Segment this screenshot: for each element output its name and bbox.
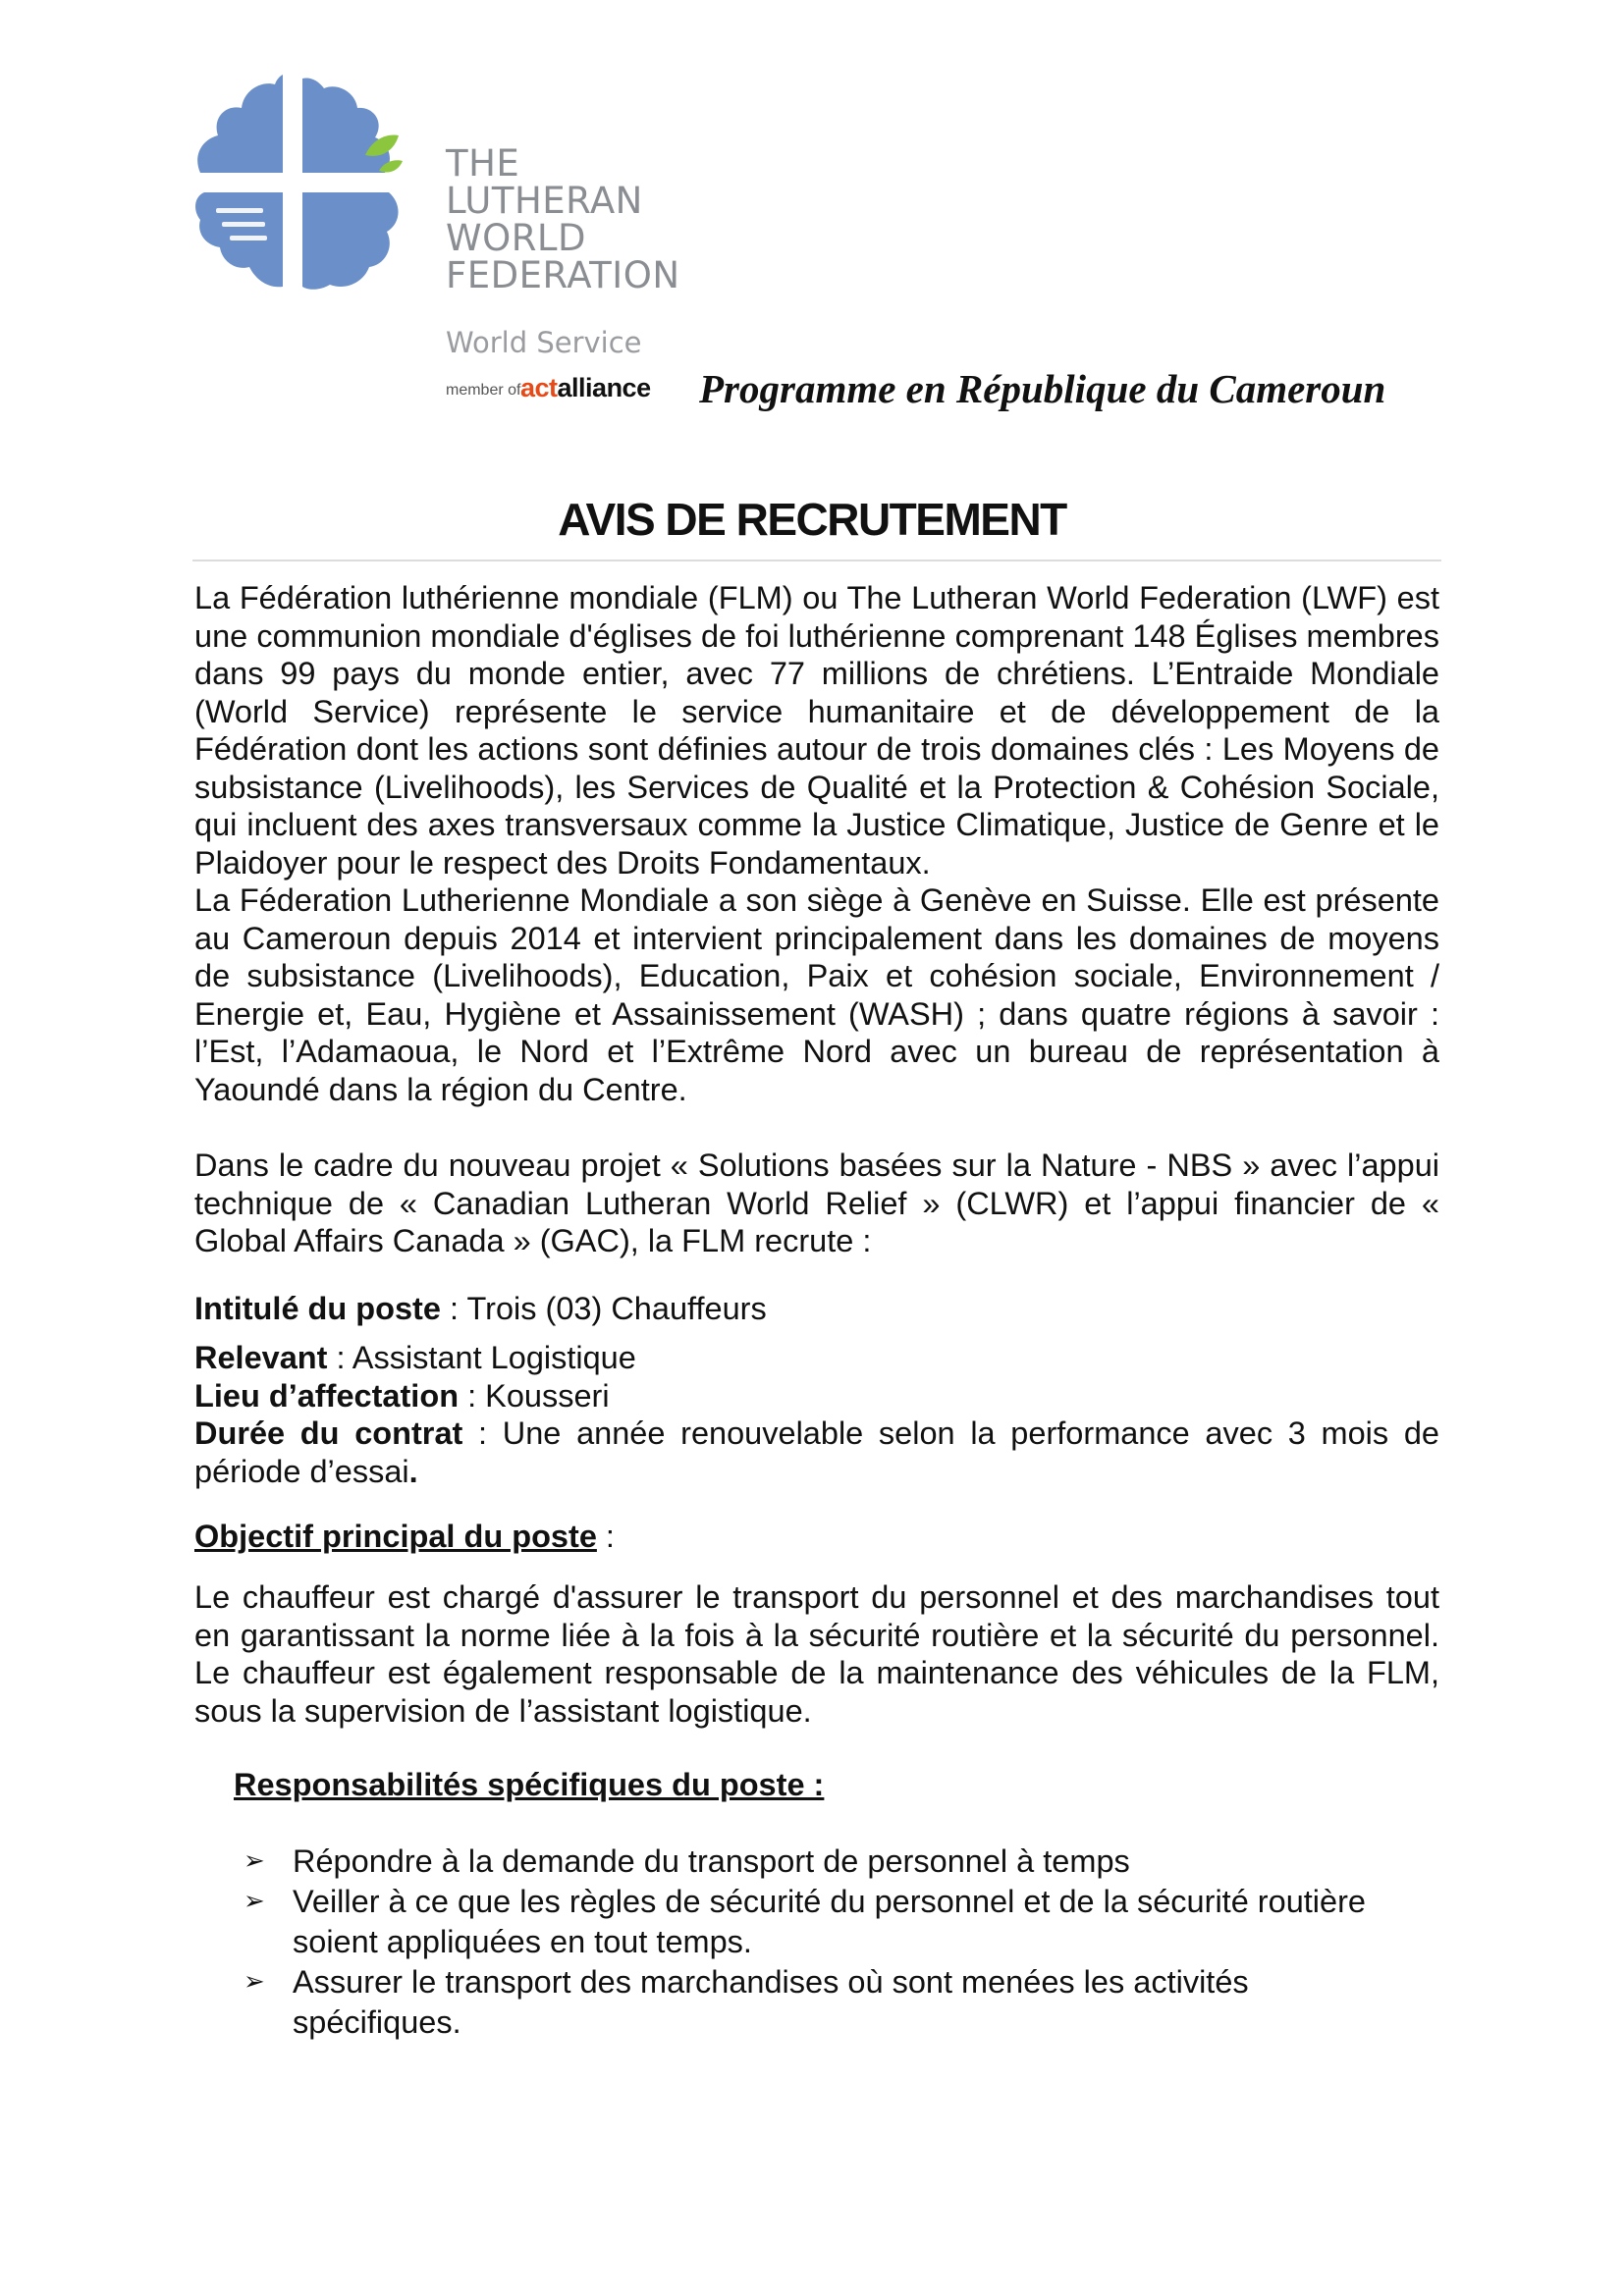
list-item: [244, 1842, 1422, 1882]
member-of-label: member of: [446, 382, 521, 399]
field-label: Intitulé du poste: [194, 1291, 441, 1326]
field-label: Lieu d’affectation: [194, 1377, 460, 1414]
lwf-logo: [192, 75, 405, 293]
list-item: [244, 1882, 1422, 1962]
title-divider: [192, 560, 1441, 561]
brand-line: FEDERATION: [446, 254, 680, 296]
job-title-field: [194, 1290, 1439, 1328]
field-label: Durée du contrat: [194, 1415, 463, 1451]
objective-heading-suffix: :: [596, 1519, 615, 1554]
brand-line: WORLD: [446, 217, 587, 259]
field-value: : Assistant Logistique: [327, 1340, 636, 1375]
list-item: [244, 1962, 1422, 2043]
act-word: act: [520, 373, 558, 402]
field-label: Relevant: [194, 1340, 328, 1375]
act-alliance-logo: [520, 373, 651, 403]
arrow-bullet-icon: ➢: [244, 1846, 265, 1876]
list-item-text: Assurer le transport des marchandises où sont menées les activités spécifiques.: [293, 1964, 1249, 2040]
intro-paragraph-1: La Fédération luthérienne mondiale (FLM) ou The Lutheran World Federation (LWF) est une communion mondiale d'églises de foi luthérienne comprenant 148 Églises membres dans 99 pays du monde entier, avec 77 millions de chrétiens. L’Entraide Mondiale (World Service) représente le service humanitaire et de développement de la Fédération dont les actions sont définies autour de trois domaines clés : Les Moyens de subsistance (Livelihoods), les Services de Qualité et la Protection & Cohésion Sociale, qui incluent des axes transversaux comme la Justice Climatique, Justice de Genre et le Plaidoyer pour le respect des Droits Fondamentaux.: [194, 580, 1439, 881]
field-end: .: [408, 1453, 418, 1489]
responsibilities-heading: Responsabilités spécifiques du poste :: [234, 1767, 825, 1802]
intro-paragraph-3: Dans le cadre du nouveau projet « Solutions basées sur la Nature - NBS » avec l’appui technique de « Canadian Lutheran World Relief » (CLWR) et l’appui financier de « Global Affairs Canada » (GAC), la FLM recrute :: [194, 1148, 1439, 1258]
objective-heading: [194, 1518, 1439, 1556]
responsibilities-list: [244, 1842, 1422, 2043]
list-item-text: Veiller à ce que les règles de sécurité du personnel et de la sécurité routière soient appliquées en tout temps.: [293, 1884, 1367, 1959]
job-details: [194, 1339, 1439, 1490]
brand-line: THE: [446, 142, 520, 185]
brand-subtitle: World Service: [446, 326, 642, 359]
field-value: : Trois (03) Chauffeurs: [440, 1291, 767, 1326]
field-value: : Une année renouvelable selon la performance avec 3 mois de période d’essai: [194, 1415, 1439, 1489]
intro-paragraph-2: La Féderation Lutherienne Mondiale a son siège à Genève en Suisse. Elle est présente au Cameroun depuis 2014 et intervient principalement dans les domaines de moyens de subsistance (Livelihoods), Education, Paix et cohésion sociale, Environnement / Energie et, Eau, Hygiène et Assainissement (WASH) ; dans quatre régions à savoir : l’Est, l’Adamaoua, le Nord et l’Extrême Nord avec un bureau de représentation à Yaoundé dans la région du Centre.: [194, 882, 1439, 1107]
arrow-bullet-icon: ➢: [244, 1887, 265, 1916]
list-item-text: Répondre à la demande du transport de personnel à temps: [293, 1843, 1130, 1879]
field-value: : Kousseri: [459, 1377, 610, 1414]
objective-text: Le chauffeur est chargé d'assurer le transport du personnel et des marchandises tout en garantissant la norme liée à la fois à la sécurité routière et la sécurité du personnel. Le chauffeur est également responsable de la maintenance des véhicules de la FLM, sous la supervision de l’assistant logistique.: [194, 1579, 1439, 1729]
location-field: [194, 1377, 1439, 1415]
duration-field: [194, 1415, 1439, 1490]
page-title: AVIS DE RECRUTEMENT: [558, 494, 1066, 545]
relevant-field: [194, 1339, 1439, 1377]
alliance-word: alliance: [557, 373, 651, 402]
objective-heading-text: Objectif principal du poste: [194, 1519, 597, 1554]
arrow-bullet-icon: ➢: [244, 1967, 265, 1997]
program-title: Programme en République du Cameroun: [699, 366, 1386, 411]
brand-line: LUTHERAN: [446, 180, 643, 222]
